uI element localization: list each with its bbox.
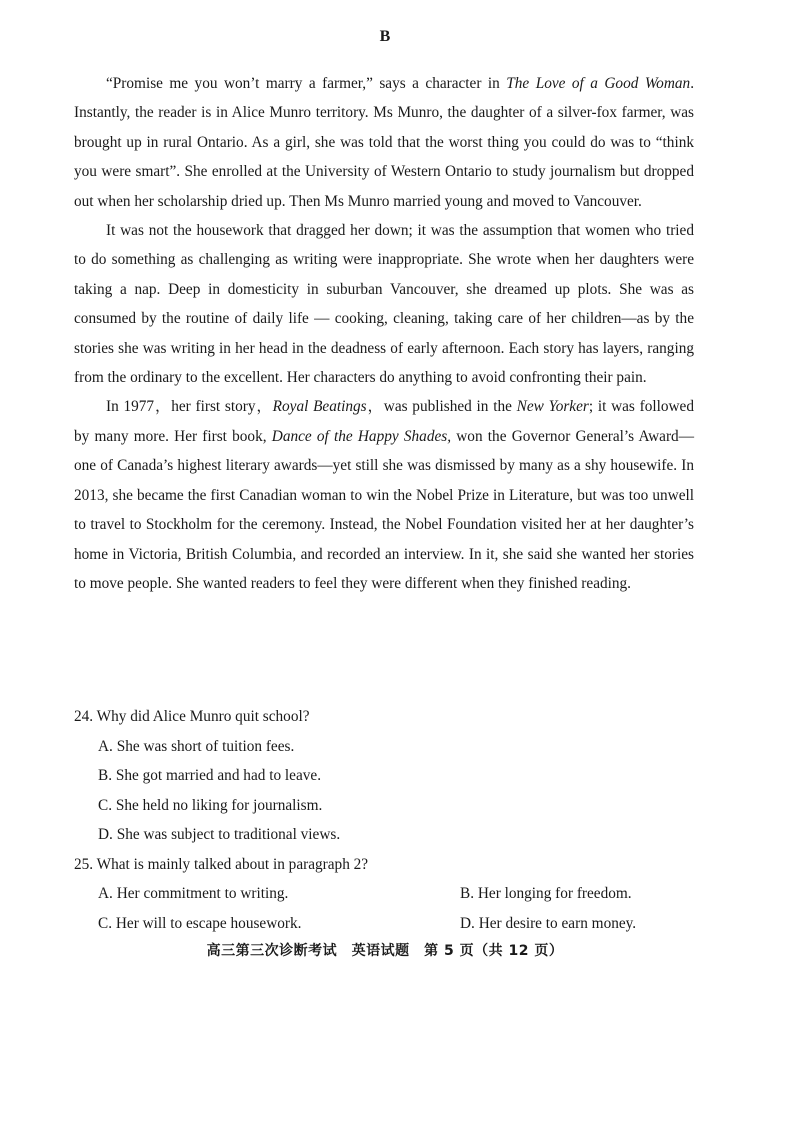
question-25 — [74, 850, 694, 940]
paragraph-3-text-c: ; it was followed by many more. Her first book, — [74, 398, 694, 445]
option-a: A. She was short of tuition fees. — [98, 737, 295, 755]
option-grid — [74, 879, 694, 939]
question-list — [74, 702, 694, 939]
paragraph-3-text-a: In 1977，her first story， — [106, 398, 273, 416]
paragraph-1 — [74, 69, 694, 216]
option-b: B. Her longing for freedom. — [460, 885, 632, 902]
book-title-dance-of-the-happy-shades: Dance of the Happy Shades, — [271, 427, 452, 445]
option-c: C. Her will to escape housework. — [98, 915, 302, 932]
paragraph-2: It was not the housework that dragged her down; it was the assumption that women who tried to do something as challenging as writing were inappropriate. She wrote when her daughters were taking a nap. Deep in domesticity in suburban Vancouver, she dreamed up plots. She was as consumed by the routine of daily life — cooking, cleaning, taking care of her children—as by the stories she was writing in her head in the deadness of early afternoon. Each story has layers, ranging from the ordinary to the excellent. Her characters do anything to avoid confronting their pain. — [74, 222, 694, 387]
paragraph-3-text-d: won the Governor General’s Award—one of Canada’s highest literary awards—yet still she was dismissed by many as a shy housewife. In 2013, she became the first Canadian woman to win the Nobel Prize in Literature, but was too unwell to travel to Stockholm for the ceremony. Instead, the Nobel Foundation visited her at her daughter’s home in Victoria, British Columbia, and recorded an interview. In it, she said she wanted her stories to move people. She wanted readers to feel they were different when they finished reading. — [74, 427, 695, 592]
book-title-love-of-a-good-woman: The Love of a Good Woman — [506, 75, 691, 92]
paragraph-1-text-a: “Promise me you won’t marry a farmer,” says a character in — [106, 75, 507, 92]
option-d: D. She was subject to traditional views. — [98, 826, 341, 843]
paragraph-3-text-b: ，was published in the — [366, 398, 517, 416]
section-label: B — [379, 28, 391, 45]
option-a: A. Her commitment to writing. — [98, 885, 289, 902]
option-c: C. She held no liking for journalism. — [98, 796, 323, 814]
magazine-title-new-yorker: New Yorker — [516, 398, 589, 416]
page-footer: 高三第三次诊断考试 英语试题 第 5 页（共 12 页） — [206, 943, 564, 959]
question-stem: 24. Why did Alice Munro quit school? — [74, 708, 310, 725]
reading-passage — [74, 69, 694, 598]
question-stem: 25. What is mainly talked about in paragraph 2? — [74, 855, 369, 873]
paragraph-1-text-b: . Instantly, the reader is in Alice Munro territory. Ms Munro, the daughter of a silver-fox farmer, was brought up in rural Ontario. As a girl, she was told that the worst thing you could do was to “think you were smart”. She enrolled at the University of Western Ontario to study journalism but dropped out when her scholarship dried up. Then Ms Munro married young and moved to Vancouver. — [74, 75, 695, 210]
option-b: B. She got married and had to leave. — [98, 767, 322, 784]
question-24 — [74, 702, 694, 850]
paragraph-3 — [74, 392, 694, 598]
option-d: D. Her desire to earn money. — [460, 915, 637, 932]
story-title-royal-beatings: Royal Beatings — [272, 398, 367, 416]
